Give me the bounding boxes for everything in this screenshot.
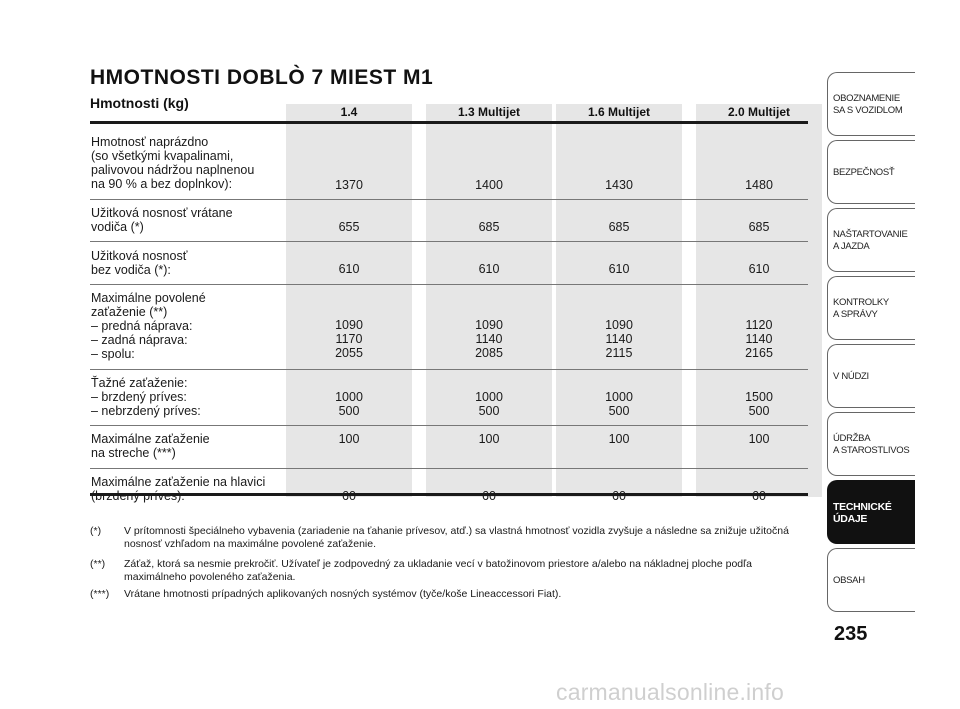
table-cell: 1370: [335, 178, 363, 192]
chapter-tab-label: OBOZNAMENIE SA S VOZIDLOM: [833, 93, 903, 116]
table-cell: 100: [608, 432, 630, 446]
footnote-mark: (*): [90, 525, 102, 537]
column-header: 1.4: [340, 105, 358, 119]
row-divider: [90, 199, 808, 200]
footnote-text: V prítomnosti špeciálneho vybavenia (zariadenie na ťahanie prívesov, atď.) sa vlastná hmotnosť vozidla zvyšuje a následne sa znižuje užitočná nosnosť vzhľadom na maximálne povolené zaťaženie.: [124, 525, 789, 550]
chapter-tab-label: TECHNICKÉ ÚDAJE: [833, 501, 892, 525]
footnote-text: Vrátane hmotnosti prípadných aplikovaných nosných systémov (tyče/koše Lineaccessori Fiat).: [124, 588, 562, 600]
footnote-text: Záťaž, ktorá sa nesmie prekročiť. Užívateľ je zodpovedný za ukladanie vecí v batožinovom priestore a/alebo na nákladnej ploche podľa maximálneho povoleného zaťaženia.: [124, 558, 753, 583]
chapter-tab-label: BEZPEČNOSŤ: [833, 167, 895, 178]
chapter-tab[interactable]: [827, 140, 915, 204]
row-label: Hmotnosť naprázdno (so všetkými kvapalinami, palivovou nádržou naplnenou na 90 % a bez doplnkov):: [91, 135, 255, 191]
row-divider: [90, 468, 808, 469]
table-subtitle: Hmotnosti (kg): [90, 95, 189, 111]
table-cell: 60: [342, 489, 356, 503]
table-cell: 1430: [605, 178, 633, 192]
chapter-tab-label: V NÚDZI: [833, 371, 869, 382]
table-cell: 1120 1140 2165: [745, 318, 773, 360]
row-label: Maximálne povolené zaťaženie (**) – predná náprava: – zadná náprava: – spolu:: [91, 291, 206, 361]
row-label: Maximálne zaťaženie na hlavici (brzdený príves):: [91, 475, 266, 503]
page-number: 235: [834, 623, 868, 645]
table-cell: 60: [482, 489, 496, 503]
chapter-tab[interactable]: [827, 208, 915, 272]
table-cell: 100: [478, 432, 500, 446]
row-label: Užitková nosnosť bez vodiča (*):: [91, 249, 188, 277]
table-rule: [90, 121, 808, 124]
row-divider: [90, 369, 808, 370]
column-header: 1.6 Multijet: [587, 105, 650, 119]
table-cell: 655: [338, 220, 360, 234]
table-cell: 610: [338, 262, 360, 276]
table-cell: 100: [748, 432, 770, 446]
chapter-tab[interactable]: [827, 72, 915, 136]
table-cell: 1090 1140 2085: [475, 318, 503, 360]
table-cell: 610: [748, 262, 770, 276]
chapter-tab-label: NAŠTARTOVANIE A JAZDA: [833, 229, 908, 252]
chapter-tab[interactable]: [827, 480, 915, 544]
chapter-tab[interactable]: [827, 412, 915, 476]
table-cell: 1500 500: [745, 390, 773, 418]
table-cell: 685: [608, 220, 630, 234]
table-cell: 1000 500: [335, 390, 363, 418]
footnote-mark: (***): [90, 588, 110, 600]
table-cell: 60: [752, 489, 766, 503]
watermark: carmanualsonline.info: [556, 679, 784, 705]
row-divider: [90, 425, 808, 426]
column-header: 2.0 Multijet: [727, 105, 790, 119]
row-label: Užitková nosnosť vrátane vodiča (*): [91, 206, 233, 234]
table-cell: 610: [608, 262, 630, 276]
row-label: Ťažné zaťaženie: – brzdený príves: – nebrzdený príves:: [91, 376, 201, 418]
table-cell: 100: [338, 432, 360, 446]
chapter-tab-label: OBSAH: [833, 575, 865, 586]
table-cell: 1400: [475, 178, 503, 192]
chapter-tab[interactable]: [827, 548, 915, 612]
table-cell: 1000 500: [605, 390, 633, 418]
table-cell: 1090 1170 2055: [335, 318, 363, 360]
chapter-tab[interactable]: [827, 344, 915, 408]
chapter-tab-label: KONTROLKY A SPRÁVY: [833, 297, 889, 320]
table-cell: 60: [612, 489, 626, 503]
row-divider: [90, 284, 808, 285]
table-cell: 685: [748, 220, 770, 234]
table-cell: 1090 1140 2115: [605, 318, 633, 360]
row-divider: [90, 241, 808, 242]
chapter-tab-label: ÚDRŽBA A STAROSTLIVOS: [833, 433, 910, 456]
chapter-tab[interactable]: [827, 276, 915, 340]
column-header: 1.3 Multijet: [457, 105, 520, 119]
table-cell: 610: [478, 262, 500, 276]
page-title: HMOTNOSTI DOBLÒ 7 MIEST M1: [90, 66, 434, 89]
footnote-mark: (**): [90, 558, 106, 570]
table-cell: 685: [478, 220, 500, 234]
table-cell: 1480: [745, 178, 773, 192]
row-label: Maximálne zaťaženie na streche (***): [91, 432, 210, 460]
table-cell: 1000 500: [475, 390, 503, 418]
